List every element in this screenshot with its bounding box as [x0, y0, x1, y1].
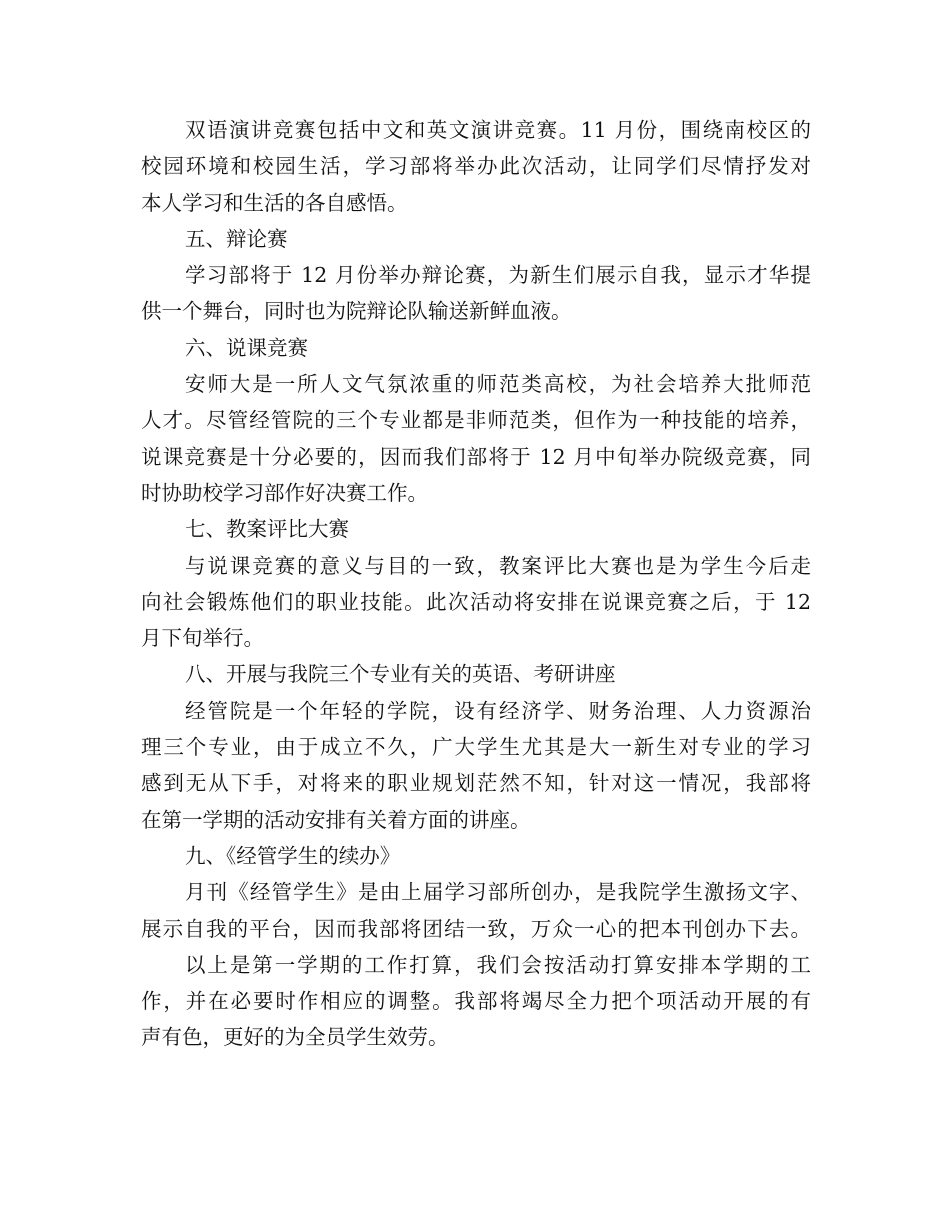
- text-line: 月下旬举行。: [141, 626, 264, 651]
- text-line: 人才。尽管经管院的三个专业都是非师范类，但作为一种技能的培养，: [141, 408, 811, 433]
- text-line: 学习部将于 12 月份举办辩论赛，为新生们展示自我，显示才华提: [185, 263, 811, 288]
- section-heading: 六、说课竞赛: [185, 335, 308, 360]
- text-line: 校园环境和校园生活，学习部将举办此次活动，让同学们尽情抒发对: [141, 154, 811, 179]
- text-line: 安师大是一所人文气氛浓重的师范类高校，为社会培养大批师范: [185, 372, 811, 397]
- text-line: 经管院是一个年轻的学院，设有经济学、财务治理、人力资源治: [185, 698, 811, 723]
- text-line: 作，并在必要时作相应的调整。我部将竭尽全力把个项活动开展的有: [141, 989, 811, 1014]
- section-heading: 九、《经管学生的续办》: [185, 843, 401, 868]
- text-line: 时协助校学习部作好决赛工作。: [141, 480, 428, 505]
- text-line: 说课竞赛是十分必要的，因而我们部将于 12 月中旬举办院级竞赛，同: [141, 444, 811, 469]
- text-line: 以上是第一学期的工作打算，我们会按活动打算安排本学期的工: [185, 952, 811, 977]
- text-line: 月刊《经管学生》是由上届学习部所创办，是我院学生激扬文字、: [185, 880, 811, 905]
- text-line: 向社会锻炼他们的职业技能。此次活动将安排在说课竞赛之后，于 12: [141, 589, 811, 614]
- text-line: 声有色，更好的为全员学生效劳。: [141, 1025, 449, 1050]
- text-line: 供一个舞台，同时也为院辩论队输送新鲜血液。: [141, 299, 572, 324]
- body-text: [141, 112, 811, 1056]
- section-heading: 七、教案评比大赛: [185, 517, 349, 542]
- section-heading: 八、开展与我院三个专业有关的英语、考研讲座: [185, 662, 616, 687]
- text-line: 本人学习和生活的各自感悟。: [141, 190, 408, 215]
- section-heading: 五、辩论赛: [185, 226, 288, 251]
- text-line: 在第一学期的活动安排有关着方面的讲座。: [141, 807, 531, 832]
- text-line: 双语演讲竞赛包括中文和英文演讲竞赛。11 月份，围绕南校区的: [185, 118, 811, 142]
- text-line: 与说课竞赛的意义与目的一致，教案评比大赛也是为学生今后走: [185, 553, 811, 578]
- text-line: 感到无从下手，对将来的职业规划茫然不知，针对这一情况，我部将: [141, 771, 811, 796]
- text-line: 展示自我的平台，因而我部将团结一致，万众一心的把本刊创办下去。: [141, 916, 811, 941]
- text-line: 理三个专业，由于成立不久，广大学生尤其是大一新生对专业的学习: [141, 735, 811, 760]
